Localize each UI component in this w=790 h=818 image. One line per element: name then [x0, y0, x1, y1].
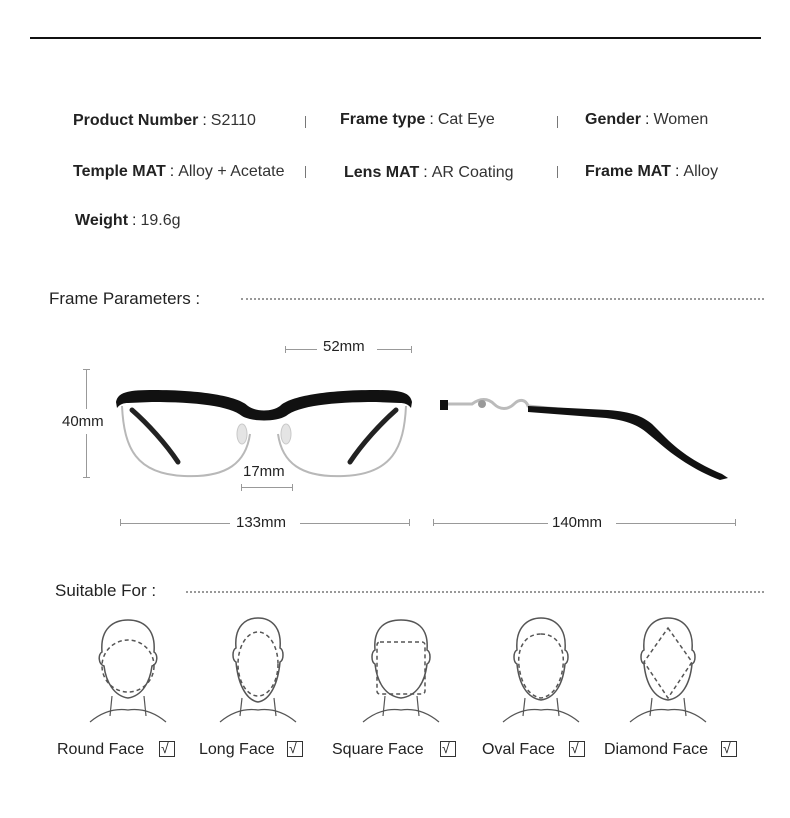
dimension-tick [411, 346, 412, 353]
spec-separator [557, 166, 558, 178]
dimension-tick [120, 519, 121, 526]
dimension-tick [83, 477, 90, 478]
dimension-line [433, 523, 548, 524]
diamond-face-checkbox[interactable]: √ [721, 741, 737, 757]
suitable-for-title: Suitable For : [55, 581, 157, 600]
spec-product-number: Product Number : S2110 [73, 112, 256, 129]
dimension-line [616, 523, 736, 524]
dimension-tick [735, 519, 736, 526]
spec-weight: Weight : 19.6g [75, 212, 181, 229]
frame-parameters-title: Frame Parameters : [49, 289, 201, 308]
spec-frame-mat: Frame MAT : Alloy [585, 163, 719, 180]
dimension-tick [83, 369, 90, 370]
square-face-icon [355, 612, 447, 724]
dimension-line [377, 349, 412, 350]
dimension-tick [433, 519, 434, 526]
square-face-checkbox[interactable]: √ [440, 741, 456, 757]
long-face-checkbox[interactable]: √ [287, 741, 303, 757]
round-face-icon [82, 612, 174, 724]
dotted-rule [241, 298, 764, 300]
spec-lens-mat: Lens MAT : AR Coating [344, 164, 514, 181]
spec-separator [305, 166, 306, 178]
bridge-width-label: 17mm [243, 463, 285, 480]
round-face-label: Round Face [57, 741, 145, 758]
lens-width-label: 52mm [323, 338, 365, 355]
temple-length-label: 140mm [552, 514, 603, 531]
oval-face-icon [495, 612, 587, 724]
spec-separator [557, 116, 558, 128]
long-face-icon [212, 612, 304, 724]
spec-frame-type: Frame type : Cat Eye [340, 111, 495, 128]
glasses-front-view [108, 378, 420, 490]
dimension-line [86, 369, 87, 409]
oval-face-label: Oval Face [482, 741, 555, 758]
frame-width-label: 133mm [236, 514, 287, 531]
spec-separator [305, 116, 306, 128]
dimension-tick [285, 346, 286, 353]
glasses-side-view [436, 392, 732, 492]
square-face-label: Square Face [332, 741, 424, 758]
long-face-label: Long Face [199, 741, 275, 758]
dimension-line [285, 349, 317, 350]
diamond-face-icon [622, 612, 714, 724]
lens-height-label: 40mm [62, 413, 104, 430]
spec-gender: Gender : Women [585, 111, 709, 128]
dotted-rule [186, 591, 764, 593]
round-face-checkbox[interactable]: √ [159, 741, 175, 757]
dimension-tick [409, 519, 410, 526]
diamond-face-label: Diamond Face [604, 741, 709, 758]
oval-face-checkbox[interactable]: √ [569, 741, 585, 757]
dimension-line [86, 434, 87, 478]
dimension-line [300, 523, 410, 524]
dimension-line [120, 523, 230, 524]
top-divider [30, 37, 761, 39]
spec-temple-mat: Temple MAT : Alloy + Acetate [73, 163, 285, 180]
